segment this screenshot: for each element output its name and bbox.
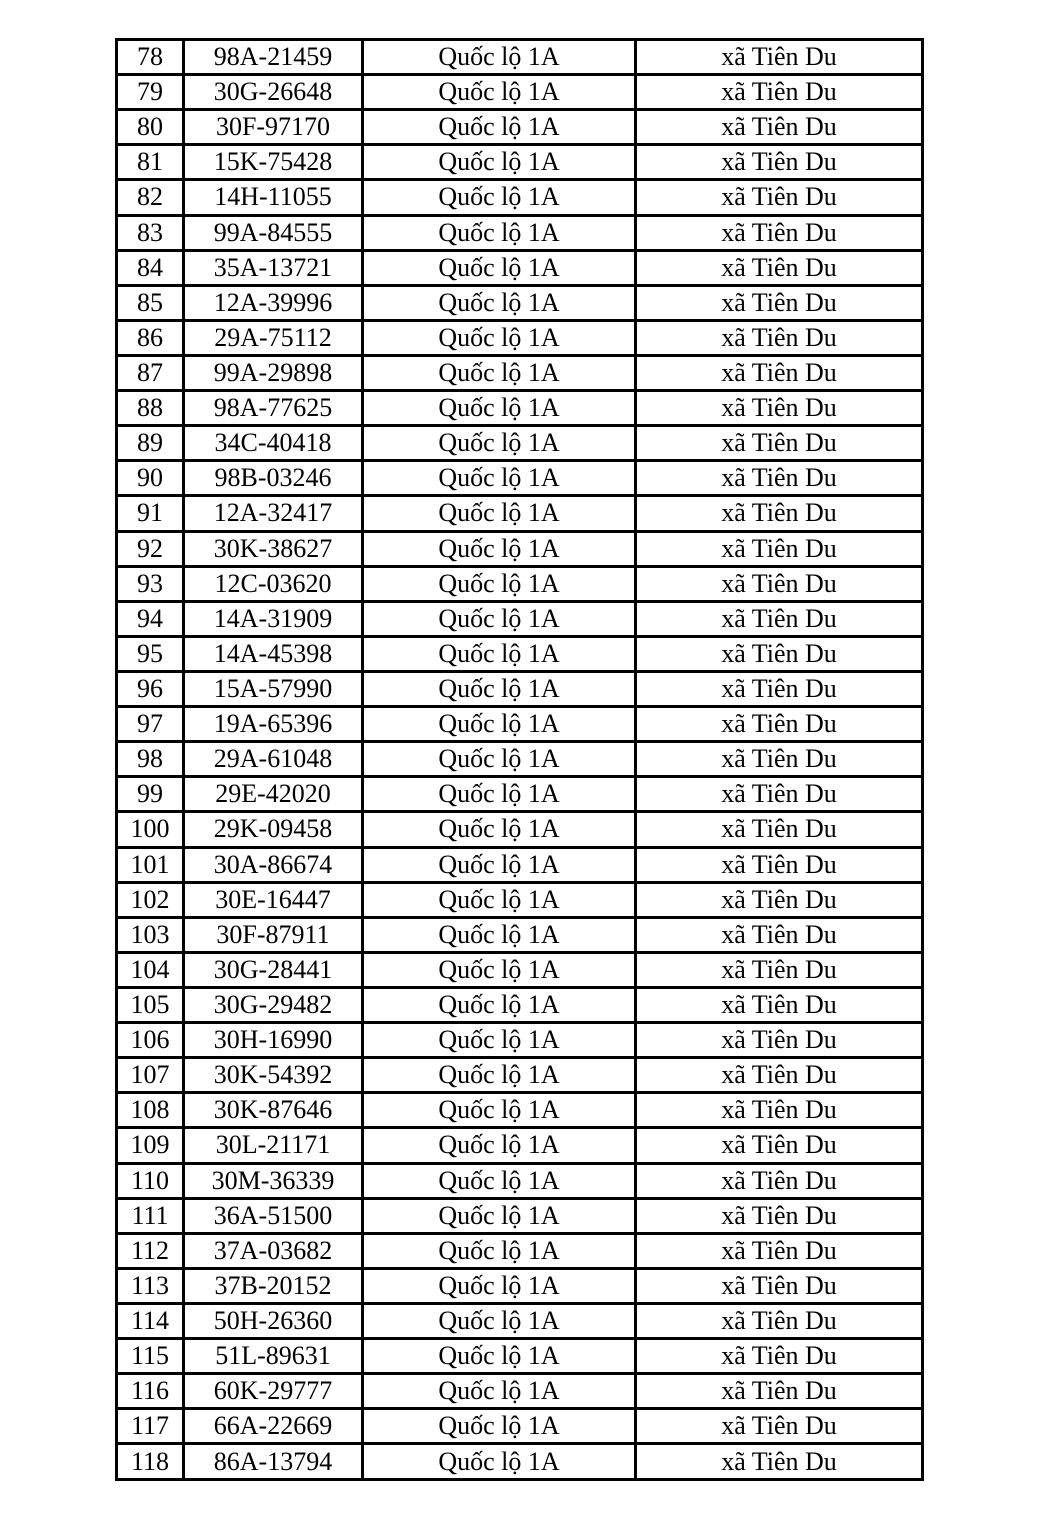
road-cell: Quốc lộ 1A xyxy=(363,40,636,75)
plate-cell: 15K-75428 xyxy=(184,145,363,180)
location-cell: xã Tiên Du xyxy=(636,1023,923,1058)
location-cell: xã Tiên Du xyxy=(636,180,923,215)
road-cell: Quốc lộ 1A xyxy=(363,1093,636,1128)
table-row xyxy=(117,1198,923,1233)
plate-cell: 98A-21459 xyxy=(184,40,363,75)
row-number-cell: 96 xyxy=(117,671,184,706)
location-cell: xã Tiên Du xyxy=(636,391,923,426)
road-cell: Quốc lộ 1A xyxy=(363,1163,636,1198)
row-number-cell: 110 xyxy=(117,1163,184,1198)
road-cell: Quốc lộ 1A xyxy=(363,1128,636,1163)
row-number-cell: 83 xyxy=(117,215,184,250)
plate-cell: 60K-29777 xyxy=(184,1374,363,1409)
location-cell: xã Tiên Du xyxy=(636,1339,923,1374)
road-cell: Quốc lộ 1A xyxy=(363,320,636,355)
road-cell: Quốc lộ 1A xyxy=(363,355,636,390)
road-cell: Quốc lộ 1A xyxy=(363,391,636,426)
location-cell: xã Tiên Du xyxy=(636,1374,923,1409)
road-cell: Quốc lộ 1A xyxy=(363,180,636,215)
road-cell: Quốc lộ 1A xyxy=(363,1198,636,1233)
plate-cell: 98B-03246 xyxy=(184,461,363,496)
row-number-cell: 104 xyxy=(117,952,184,987)
road-cell: Quốc lộ 1A xyxy=(363,707,636,742)
road-cell: Quốc lộ 1A xyxy=(363,110,636,145)
row-number-cell: 102 xyxy=(117,882,184,917)
table-row xyxy=(117,1339,923,1374)
table-row xyxy=(117,1058,923,1093)
table-row xyxy=(117,671,923,706)
plate-cell: 30G-29482 xyxy=(184,987,363,1022)
road-cell: Quốc lộ 1A xyxy=(363,636,636,671)
plate-cell: 99A-84555 xyxy=(184,215,363,250)
road-cell: Quốc lộ 1A xyxy=(363,1339,636,1374)
row-number-cell: 90 xyxy=(117,461,184,496)
row-number-cell: 98 xyxy=(117,742,184,777)
plate-cell: 98A-77625 xyxy=(184,391,363,426)
plate-cell: 15A-57990 xyxy=(184,671,363,706)
plate-cell: 29K-09458 xyxy=(184,812,363,847)
location-cell: xã Tiên Du xyxy=(636,1303,923,1338)
plate-cell: 14A-31909 xyxy=(184,601,363,636)
plate-cell: 29A-61048 xyxy=(184,742,363,777)
table-row xyxy=(117,180,923,215)
location-cell: xã Tiên Du xyxy=(636,671,923,706)
row-number-cell: 101 xyxy=(117,847,184,882)
row-number-cell: 81 xyxy=(117,145,184,180)
location-cell: xã Tiên Du xyxy=(636,917,923,952)
row-number-cell: 91 xyxy=(117,496,184,531)
location-cell: xã Tiên Du xyxy=(636,531,923,566)
location-cell: xã Tiên Du xyxy=(636,1268,923,1303)
plate-cell: 30M-36339 xyxy=(184,1163,363,1198)
location-cell: xã Tiên Du xyxy=(636,215,923,250)
plate-cell: 50H-26360 xyxy=(184,1303,363,1338)
row-number-cell: 103 xyxy=(117,917,184,952)
road-cell: Quốc lộ 1A xyxy=(363,777,636,812)
road-cell: Quốc lộ 1A xyxy=(363,1409,636,1444)
location-cell: xã Tiên Du xyxy=(636,566,923,601)
table-row xyxy=(117,987,923,1022)
table-row xyxy=(117,742,923,777)
row-number-cell: 79 xyxy=(117,75,184,110)
location-cell: xã Tiên Du xyxy=(636,426,923,461)
row-number-cell: 85 xyxy=(117,285,184,320)
table-row xyxy=(117,215,923,250)
row-number-cell: 114 xyxy=(117,1303,184,1338)
road-cell: Quốc lộ 1A xyxy=(363,1058,636,1093)
road-cell: Quốc lộ 1A xyxy=(363,496,636,531)
table-row xyxy=(117,75,923,110)
table-row xyxy=(117,882,923,917)
table-row xyxy=(117,461,923,496)
road-cell: Quốc lộ 1A xyxy=(363,671,636,706)
plate-cell: 30F-97170 xyxy=(184,110,363,145)
road-cell: Quốc lộ 1A xyxy=(363,987,636,1022)
road-cell: Quốc lộ 1A xyxy=(363,566,636,601)
table-row xyxy=(117,496,923,531)
plate-cell: 30K-87646 xyxy=(184,1093,363,1128)
road-cell: Quốc lộ 1A xyxy=(363,1444,636,1480)
table-row xyxy=(117,391,923,426)
table-row xyxy=(117,250,923,285)
row-number-cell: 118 xyxy=(117,1444,184,1480)
table-row xyxy=(117,1303,923,1338)
location-cell: xã Tiên Du xyxy=(636,707,923,742)
table-row xyxy=(117,320,923,355)
row-number-cell: 87 xyxy=(117,355,184,390)
road-cell: Quốc lộ 1A xyxy=(363,952,636,987)
location-cell: xã Tiên Du xyxy=(636,636,923,671)
row-number-cell: 108 xyxy=(117,1093,184,1128)
location-cell: xã Tiên Du xyxy=(636,1128,923,1163)
location-cell: xã Tiên Du xyxy=(636,110,923,145)
road-cell: Quốc lộ 1A xyxy=(363,742,636,777)
location-cell: xã Tiên Du xyxy=(636,1198,923,1233)
road-cell: Quốc lộ 1A xyxy=(363,145,636,180)
table-row xyxy=(117,1233,923,1268)
location-cell: xã Tiên Du xyxy=(636,847,923,882)
table-row xyxy=(117,40,923,75)
location-cell: xã Tiên Du xyxy=(636,320,923,355)
table-row xyxy=(117,145,923,180)
location-cell: xã Tiên Du xyxy=(636,1163,923,1198)
table-row xyxy=(117,531,923,566)
table-row xyxy=(117,1268,923,1303)
plate-cell: 14H-11055 xyxy=(184,180,363,215)
location-cell: xã Tiên Du xyxy=(636,75,923,110)
row-number-cell: 94 xyxy=(117,601,184,636)
row-number-cell: 92 xyxy=(117,531,184,566)
location-cell: xã Tiên Du xyxy=(636,601,923,636)
plate-cell: 99A-29898 xyxy=(184,355,363,390)
table-row xyxy=(117,426,923,461)
row-number-cell: 100 xyxy=(117,812,184,847)
location-cell: xã Tiên Du xyxy=(636,1444,923,1480)
table-row xyxy=(117,566,923,601)
plate-cell: 12C-03620 xyxy=(184,566,363,601)
table-row xyxy=(117,1128,923,1163)
table-row xyxy=(117,110,923,145)
table-row xyxy=(117,707,923,742)
row-number-cell: 117 xyxy=(117,1409,184,1444)
plate-cell: 30G-26648 xyxy=(184,75,363,110)
road-cell: Quốc lộ 1A xyxy=(363,882,636,917)
location-cell: xã Tiên Du xyxy=(636,987,923,1022)
plate-cell: 36A-51500 xyxy=(184,1198,363,1233)
location-cell: xã Tiên Du xyxy=(636,1058,923,1093)
plate-cell: 30K-38627 xyxy=(184,531,363,566)
row-number-cell: 99 xyxy=(117,777,184,812)
road-cell: Quốc lộ 1A xyxy=(363,1233,636,1268)
location-cell: xã Tiên Du xyxy=(636,742,923,777)
location-cell: xã Tiên Du xyxy=(636,812,923,847)
plate-cell: 30A-86674 xyxy=(184,847,363,882)
road-cell: Quốc lộ 1A xyxy=(363,1303,636,1338)
row-number-cell: 113 xyxy=(117,1268,184,1303)
table-row xyxy=(117,847,923,882)
plate-cell: 37A-03682 xyxy=(184,1233,363,1268)
row-number-cell: 106 xyxy=(117,1023,184,1058)
row-number-cell: 88 xyxy=(117,391,184,426)
plate-cell: 30L-21171 xyxy=(184,1128,363,1163)
table-row xyxy=(117,952,923,987)
road-cell: Quốc lộ 1A xyxy=(363,215,636,250)
table-row xyxy=(117,812,923,847)
table-row xyxy=(117,1093,923,1128)
road-cell: Quốc lộ 1A xyxy=(363,601,636,636)
violations-table xyxy=(115,38,924,1481)
table-row xyxy=(117,1023,923,1058)
table-row xyxy=(117,1444,923,1480)
row-number-cell: 80 xyxy=(117,110,184,145)
table-row xyxy=(117,636,923,671)
location-cell: xã Tiên Du xyxy=(636,461,923,496)
plate-cell: 66A-22669 xyxy=(184,1409,363,1444)
plate-cell: 29E-42020 xyxy=(184,777,363,812)
table-row xyxy=(117,1409,923,1444)
plate-cell: 35A-13721 xyxy=(184,250,363,285)
plate-cell: 34C-40418 xyxy=(184,426,363,461)
table-row xyxy=(117,1374,923,1409)
road-cell: Quốc lộ 1A xyxy=(363,461,636,496)
road-cell: Quốc lộ 1A xyxy=(363,250,636,285)
location-cell: xã Tiên Du xyxy=(636,952,923,987)
road-cell: Quốc lộ 1A xyxy=(363,1268,636,1303)
plate-cell: 30H-16990 xyxy=(184,1023,363,1058)
row-number-cell: 111 xyxy=(117,1198,184,1233)
road-cell: Quốc lộ 1A xyxy=(363,917,636,952)
plate-cell: 30E-16447 xyxy=(184,882,363,917)
location-cell: xã Tiên Du xyxy=(636,1093,923,1128)
road-cell: Quốc lộ 1A xyxy=(363,426,636,461)
table-body xyxy=(117,40,923,1480)
table-row xyxy=(117,1163,923,1198)
row-number-cell: 89 xyxy=(117,426,184,461)
location-cell: xã Tiên Du xyxy=(636,882,923,917)
location-cell: xã Tiên Du xyxy=(636,355,923,390)
road-cell: Quốc lộ 1A xyxy=(363,812,636,847)
row-number-cell: 78 xyxy=(117,40,184,75)
plate-cell: 14A-45398 xyxy=(184,636,363,671)
row-number-cell: 97 xyxy=(117,707,184,742)
row-number-cell: 93 xyxy=(117,566,184,601)
road-cell: Quốc lộ 1A xyxy=(363,1374,636,1409)
plate-cell: 51L-89631 xyxy=(184,1339,363,1374)
plate-cell: 12A-39996 xyxy=(184,285,363,320)
plate-cell: 30K-54392 xyxy=(184,1058,363,1093)
road-cell: Quốc lộ 1A xyxy=(363,1023,636,1058)
plate-cell: 30G-28441 xyxy=(184,952,363,987)
row-number-cell: 107 xyxy=(117,1058,184,1093)
location-cell: xã Tiên Du xyxy=(636,1409,923,1444)
plate-cell: 19A-65396 xyxy=(184,707,363,742)
table-row xyxy=(117,777,923,812)
plate-cell: 86A-13794 xyxy=(184,1444,363,1480)
location-cell: xã Tiên Du xyxy=(636,496,923,531)
row-number-cell: 84 xyxy=(117,250,184,285)
plate-cell: 29A-75112 xyxy=(184,320,363,355)
location-cell: xã Tiên Du xyxy=(636,250,923,285)
row-number-cell: 86 xyxy=(117,320,184,355)
road-cell: Quốc lộ 1A xyxy=(363,847,636,882)
location-cell: xã Tiên Du xyxy=(636,145,923,180)
table-row xyxy=(117,601,923,636)
row-number-cell: 95 xyxy=(117,636,184,671)
road-cell: Quốc lộ 1A xyxy=(363,285,636,320)
row-number-cell: 112 xyxy=(117,1233,184,1268)
row-number-cell: 109 xyxy=(117,1128,184,1163)
table-row xyxy=(117,355,923,390)
row-number-cell: 116 xyxy=(117,1374,184,1409)
row-number-cell: 82 xyxy=(117,180,184,215)
location-cell: xã Tiên Du xyxy=(636,40,923,75)
row-number-cell: 105 xyxy=(117,987,184,1022)
plate-cell: 30F-87911 xyxy=(184,917,363,952)
location-cell: xã Tiên Du xyxy=(636,777,923,812)
location-cell: xã Tiên Du xyxy=(636,1233,923,1268)
road-cell: Quốc lộ 1A xyxy=(363,531,636,566)
plate-cell: 37B-20152 xyxy=(184,1268,363,1303)
location-cell: xã Tiên Du xyxy=(636,285,923,320)
road-cell: Quốc lộ 1A xyxy=(363,75,636,110)
plate-cell: 12A-32417 xyxy=(184,496,363,531)
table-row xyxy=(117,917,923,952)
row-number-cell: 115 xyxy=(117,1339,184,1374)
table-row xyxy=(117,285,923,320)
